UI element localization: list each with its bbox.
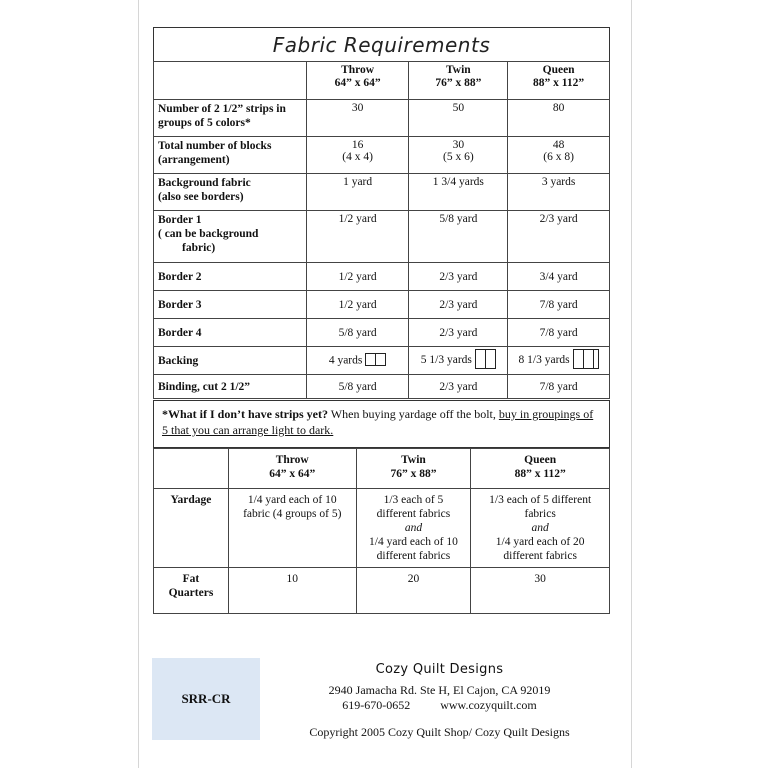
- header-throw: Throw 64” x 64”: [306, 62, 409, 100]
- header-queen: Queen 88” x 112”: [471, 449, 610, 489]
- copyright: Copyright 2005 Cozy Quilt Shop/ Cozy Quilt Designs: [309, 725, 570, 739]
- backing-diagram-icon: [366, 353, 386, 369]
- cell-throw: 1/2 yard: [306, 263, 409, 291]
- cell-twin: 1 3/4 yards: [409, 174, 508, 211]
- row-label: Border 3: [154, 291, 307, 319]
- cell-throw: 1/4 yard each of 10 fabric (4 groups of 5): [228, 489, 356, 568]
- company-name: Cozy Quilt Designs: [375, 662, 504, 677]
- table-row: [154, 347, 610, 375]
- cell-throw: 1/2 yard: [306, 291, 409, 319]
- cell-twin: 5/8 yard: [409, 211, 508, 263]
- row-label: Backing: [154, 347, 307, 375]
- header-row: [154, 449, 610, 489]
- sku-label: SRR-CR: [152, 658, 260, 740]
- backing-diagram-icon: [476, 349, 496, 372]
- website: www.cozyquilt.com: [440, 698, 537, 712]
- table-row: [154, 568, 610, 614]
- cell-twin: 5 1/3 yards: [409, 347, 508, 375]
- cell-queen: 3 yards: [508, 174, 610, 211]
- cell-throw: 16 (4 x 4): [306, 137, 409, 174]
- row-label: Background fabric (also see borders): [154, 174, 307, 211]
- cell-throw: 5/8 yard: [306, 319, 409, 347]
- cell-twin: 20: [356, 568, 471, 614]
- strip-alternatives-table: [153, 448, 610, 614]
- cell-queen: 7/8 yard: [508, 291, 610, 319]
- table-row: [154, 100, 610, 137]
- cell-queen: 48 (6 x 8): [508, 137, 610, 174]
- cell-queen: 3/4 yard: [508, 263, 610, 291]
- row-label: Yardage: [154, 489, 229, 568]
- table-row: [154, 211, 610, 263]
- fabric-requirements-table: [153, 61, 610, 399]
- table-row: [154, 489, 610, 568]
- note-text: When buying yardage off the bolt,: [328, 407, 499, 421]
- table-row: [154, 319, 610, 347]
- cell-queen: 30: [471, 568, 610, 614]
- note-underlined: buy in groupings of 5 that you can arrange light to dark.: [162, 407, 594, 437]
- cell-queen: 7/8 yard: [508, 319, 610, 347]
- row-label: Binding, cut 2 1/2”: [154, 375, 307, 399]
- cell-twin: 2/3 yard: [409, 263, 508, 291]
- backing-diagram-icon: [574, 349, 599, 372]
- row-label: Border 4: [154, 319, 307, 347]
- cell-twin: 50: [409, 100, 508, 137]
- cell-queen: 8 1/3 yards: [508, 347, 610, 375]
- header-corner: [154, 62, 307, 100]
- cell-queen: 1/3 each of 5 different fabrics and 1/4 yard each of 20 different fabrics: [471, 489, 610, 568]
- cell-throw: 10: [228, 568, 356, 614]
- cell-throw: 1/2 yard: [306, 211, 409, 263]
- header-throw: Throw 64” x 64”: [228, 449, 356, 489]
- cell-queen: 7/8 yard: [508, 375, 610, 399]
- row-label: Fat Quarters: [154, 568, 229, 614]
- cell-throw: 30: [306, 100, 409, 137]
- address: 2940 Jamacha Rd. Ste H, El Cajon, CA 92019: [328, 683, 551, 697]
- cell-throw: 4 yards: [306, 347, 409, 375]
- header-twin: Twin 76” x 88”: [356, 449, 471, 489]
- page-title: Fabric Requirements: [272, 32, 491, 57]
- header-corner: [154, 449, 229, 489]
- cell-throw: 5/8 yard: [306, 375, 409, 399]
- table-row: [154, 174, 610, 211]
- phone: 619-670-0652: [342, 698, 411, 712]
- table-row: [154, 291, 610, 319]
- header-queen: Queen 88” x 112”: [508, 62, 610, 100]
- row-label: Number of 2 1/2” strips in groups of 5 colors*: [154, 100, 307, 137]
- cell-twin: 30 (5 x 6): [409, 137, 508, 174]
- header-twin: Twin 76” x 88”: [409, 62, 508, 100]
- title-box: [153, 27, 610, 62]
- contact-line: [262, 698, 617, 713]
- table-row: [154, 137, 610, 174]
- cell-twin: 2/3 yard: [409, 319, 508, 347]
- cell-throw: 1 yard: [306, 174, 409, 211]
- strips-note: [153, 400, 610, 448]
- row-label: Border 1 ( can be background fabric): [154, 211, 307, 263]
- footer: [262, 662, 617, 740]
- cell-twin: 2/3 yard: [409, 291, 508, 319]
- table-row: [154, 263, 610, 291]
- cell-twin: 2/3 yard: [409, 375, 508, 399]
- cell-queen: 2/3 yard: [508, 211, 610, 263]
- row-label: Border 2: [154, 263, 307, 291]
- header-row: [154, 62, 610, 100]
- row-label: Total number of blocks (arrangement): [154, 137, 307, 174]
- cell-queen: 80: [508, 100, 610, 137]
- note-question: *What if I don’t have strips yet?: [162, 407, 329, 421]
- table-row: [154, 375, 610, 399]
- cell-twin: 1/3 each of 5 different fabrics and 1/4 yard each of 10 different fabrics: [356, 489, 471, 568]
